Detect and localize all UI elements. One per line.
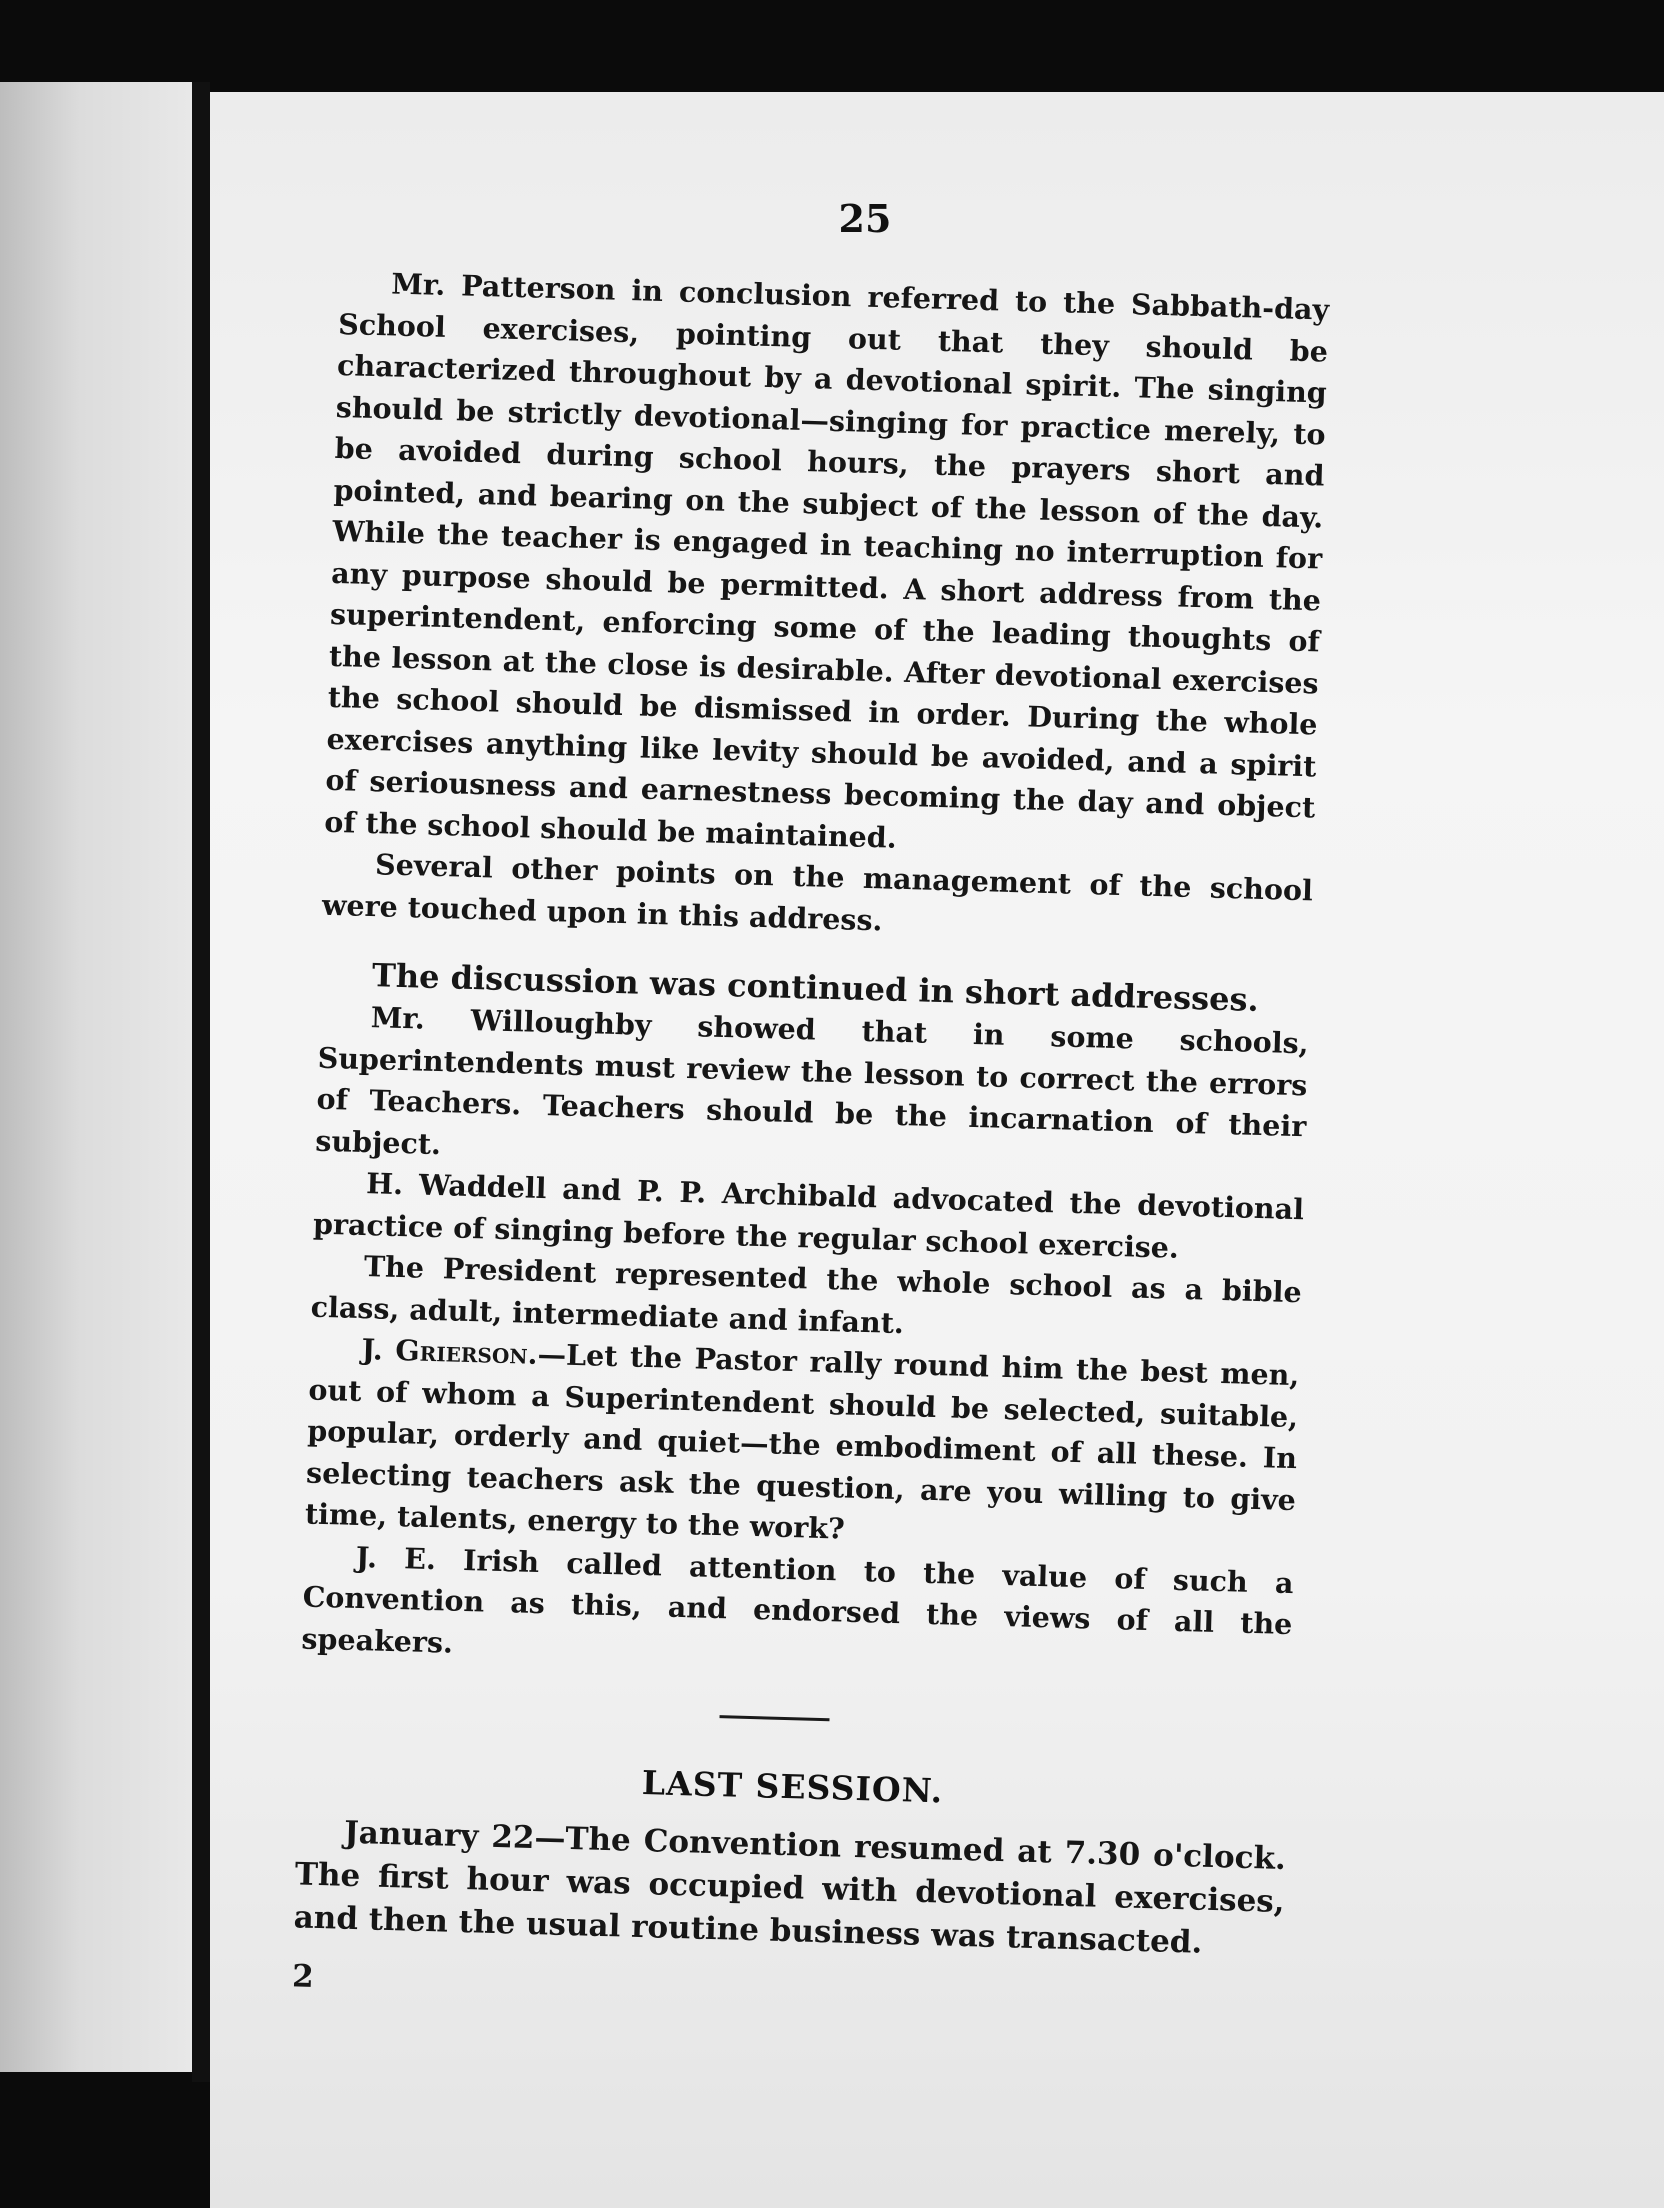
section-heading: LAST SESSION.	[641, 1763, 944, 1811]
paragraph-patterson: Mr. Patterson in conclusion referred to the Sabbath-day School exercises, pointing out that they should be characterized throughout by a devotional spirit. The singing should be strictly devotional—singing for practice merely, to be avoided during school hours, the prayers short and pointed, and bearing on the subject of the lesson of the day. While the teacher is engaged in teaching no interruption for any purpose should be permitted. A short address from the superintendent, enforcing some of the leading thoughts of the lesson at the close is desirable. After devotional exercises the school should be dismissed in order. During the whole exercises anything like levity should be avoided, and a spirit of seriousness and earnestness becoming the day and object of the school should be maintained.	[323, 266, 1330, 855]
paragraph-waddell-archibald: H. Waddell and P. P. Archibald advocated the devotional practice of singing before the regular school exercise.	[312, 1166, 1305, 1265]
left-page-edge	[0, 82, 200, 2072]
paragraph-grierson	[304, 1328, 1299, 1563]
page-body	[292, 262, 1330, 2025]
page-number: 25	[838, 196, 892, 241]
book-spine	[192, 82, 210, 2082]
paragraph-president: The President represented the whole school as a bible class, adult, intermediate and infant.	[310, 1249, 1303, 1340]
section-divider	[719, 1715, 829, 1721]
paragraph-other-points: Several other points on the management of the school were touched upon in this address.	[321, 847, 1314, 937]
grierson-text: —Let the Pastor rally round him the best men, out of whom a Superintendent should be selected, suitable, popular, orderly and quiet—the embodiment of all these. In selecting teachers ask the question, are you willing to give time, talents, energy to the work?	[304, 1336, 1300, 1546]
paragraph-discussion: The discussion was continued in short addresses.	[371, 956, 1260, 1019]
signature-mark: 2	[291, 1957, 315, 1995]
last-session-block	[292, 1810, 1287, 2026]
paragraph-irish: J. E. Irish called attention to the value of such a Convention as this, and endorsed the views of all the speakers.	[301, 1539, 1294, 1660]
speaker-name: J. Grierson.	[361, 1332, 539, 1371]
paragraph-willoughby: Mr. Willoughby showed that in some schools, Superintendents must review the lesson to correct the errors of Teachers. Teachers should be the incarnation of their subject.	[314, 1000, 1310, 1161]
paragraph-january-22: January 22—The Convention resumed at 7.30 o'clock. The first hour was occupied with devotional exercises, and then the usual routine business was transacted.	[293, 1814, 1287, 1961]
